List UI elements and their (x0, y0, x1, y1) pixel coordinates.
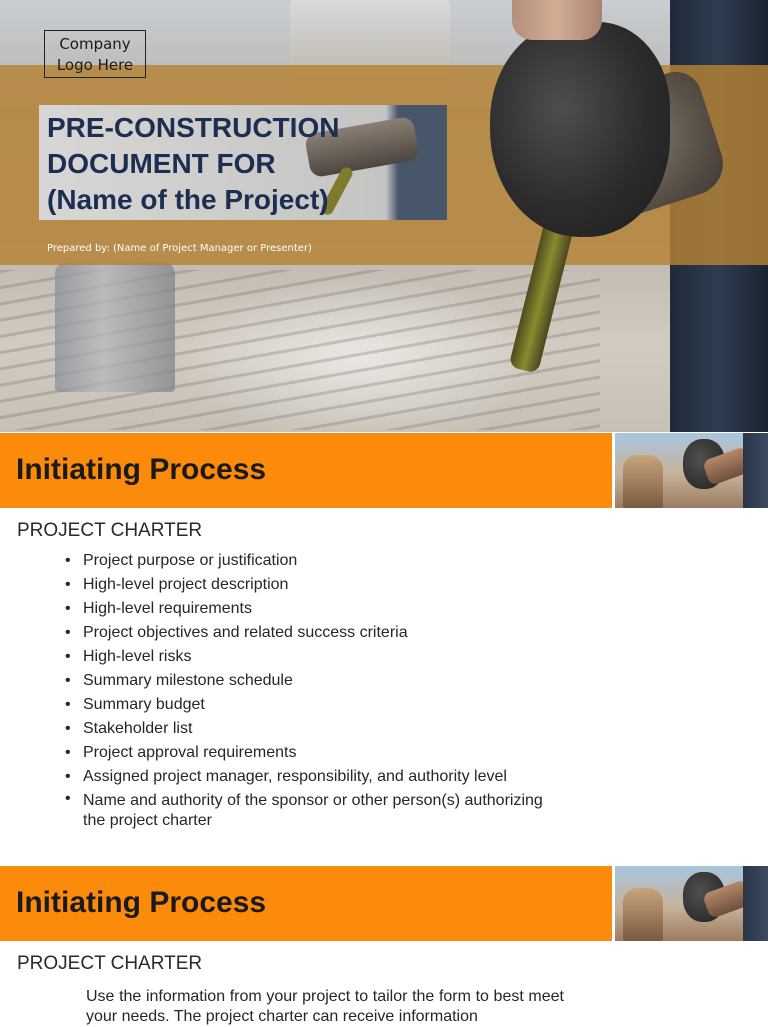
thumb-torso-image (743, 866, 768, 941)
list-item: • High-level requirements (63, 597, 553, 621)
section-heading: PROJECT CHARTER (17, 520, 203, 541)
title-line-1: PRE-CONSTRUCTION (47, 112, 340, 143)
thumb-worker-image (623, 455, 663, 508)
prepared-by-text: Prepared by: (Name of Project Manager or Presenter) (47, 243, 312, 254)
list-item: • Project approval requirements (63, 741, 553, 765)
list-item: • Project purpose or justification (63, 549, 553, 573)
section-heading: PROJECT CHARTER (17, 953, 203, 974)
gloved-hand-image (490, 22, 670, 237)
thumb-torso-image (743, 433, 768, 508)
background-worker-image (55, 262, 175, 392)
slide-header (0, 433, 768, 508)
body-paragraph: Use the information from your project to tailor the form to best meet your needs. The project charter can receive information (86, 988, 564, 1025)
list-item: • Assigned project manager, responsibility, and authority level (63, 765, 553, 789)
list-item: • Name and authority of the sponsor or other person(s) authorizing the project charter (63, 789, 553, 831)
header-thumbnail-image (615, 433, 768, 508)
company-logo-placeholder (44, 30, 146, 78)
document-title (47, 110, 427, 218)
list-item: • High-level project description (63, 573, 553, 597)
title-line-2: DOCUMENT FOR (47, 148, 276, 179)
list-item: • High-level risks (63, 645, 553, 669)
header-thumbnail-image (615, 866, 768, 941)
thumb-worker-image (623, 888, 663, 941)
list-item: • Summary budget (63, 693, 553, 717)
logo-text: Company Logo Here (56, 35, 134, 74)
title-line-3: (Name of the Project) (47, 184, 329, 215)
charter-bullet-list (63, 549, 553, 831)
slide-title: Initiating Process (16, 453, 267, 486)
list-item: • Summary milestone schedule (63, 669, 553, 693)
slide-header (0, 866, 768, 941)
forearm-image (512, 0, 602, 40)
list-item: • Stakeholder list (63, 717, 553, 741)
list-item: • Project objectives and related success criteria (63, 621, 553, 645)
cover-slide (0, 0, 768, 432)
slide-title: Initiating Process (16, 886, 267, 919)
